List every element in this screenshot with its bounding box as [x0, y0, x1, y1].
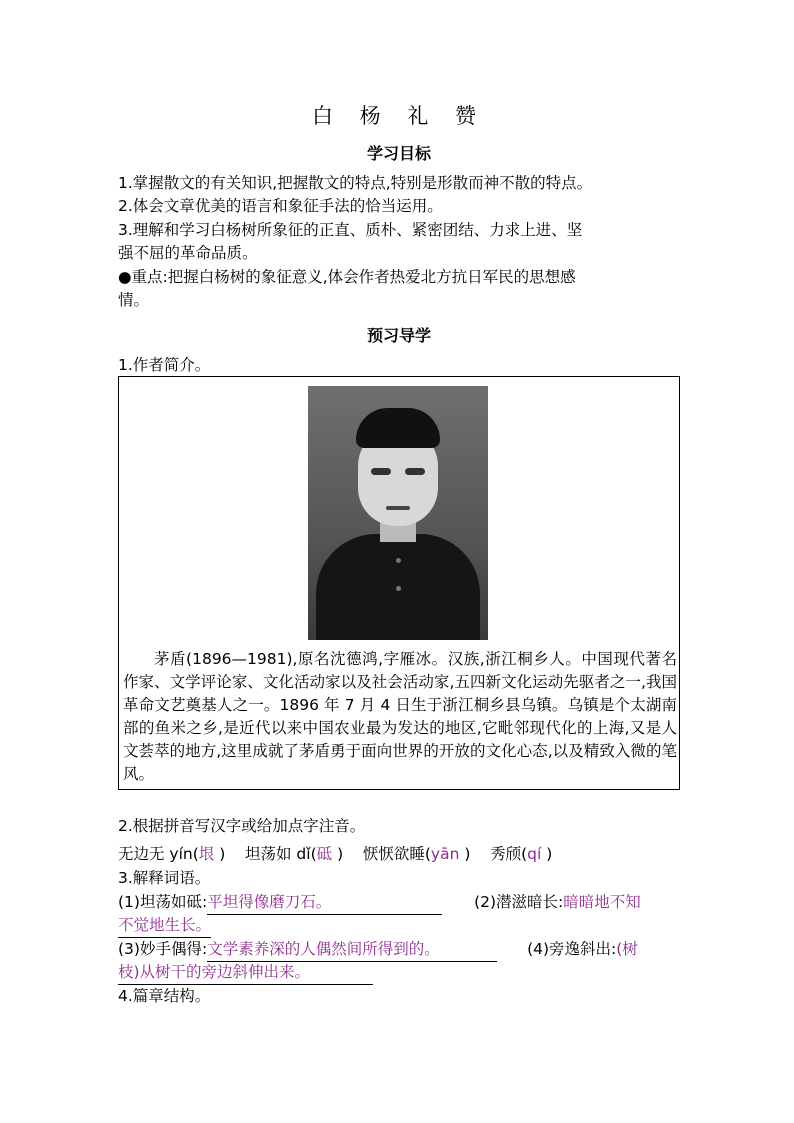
pinyin-b-suffix: ) [332, 845, 344, 863]
word-2-answer-line2: 不觉地生长。 [118, 914, 211, 938]
word-4-answer-line2: 枝)从树干的旁边斜伸出来。 [118, 961, 373, 985]
question-3: 3.解释词语。 [118, 869, 211, 887]
pinyin-c-answer: yān [430, 845, 460, 863]
word-3-answer: 文学素养深的人偶然间所得到的。 [207, 938, 497, 962]
pinyin-a-answer: 垠 [198, 845, 215, 863]
author-intro-box [118, 376, 680, 790]
focus-line2: 情。 [118, 291, 150, 309]
focus-line1: ●重点:把握白杨树的象征意义,体会作者热爱北方抗日军民的思想感 [118, 268, 576, 286]
goal-item-3-line1: 3.理解和学习白杨树所象征的正直、质朴、紧密团结、力求上进、坚 [118, 221, 583, 239]
pinyin-b-prefix: 坦荡如 dǐ( [245, 845, 317, 863]
pinyin-d-prefix: 秀颀( [490, 845, 528, 863]
goal-item-3-line2: 强不屈的革命品质。 [118, 244, 258, 262]
goal-item-2: 2.体会文章优美的语言和象征手法的恰当运用。 [118, 197, 443, 215]
word-2-answer-line1: 暗暗地不知 [563, 893, 641, 911]
question-4: 4.篇章结构。 [118, 987, 211, 1005]
author-portrait-image [308, 386, 488, 640]
word-3-label: (3)妙手偶得: [118, 940, 208, 958]
word-2-label: (2)潜滋暗长: [474, 893, 564, 911]
word-row-1b [118, 914, 680, 938]
word-row-2 [118, 938, 680, 962]
page-title: 白 杨 礼 赞 [311, 104, 487, 128]
word-row-2b [118, 961, 680, 985]
pinyin-d-suffix: ) [541, 845, 553, 863]
pinyin-a-prefix: 无边无 yín( [118, 845, 199, 863]
pinyin-c-suffix: ) [459, 845, 471, 863]
pinyin-c-prefix: 恹恹欲睡( [362, 845, 431, 863]
pinyin-row [118, 843, 680, 866]
section-heading-preview: 预习导学 [366, 326, 431, 345]
word-row-1 [118, 891, 680, 915]
word-4-label: (4)旁逸斜出: [527, 940, 617, 958]
goal-item-1: 1.掌握散文的有关知识,把握散文的特点,特别是形散而神不散的特点。 [118, 174, 593, 192]
word-4-answer-line1: (树 [616, 940, 638, 958]
section-heading-goals: 学习目标 [366, 144, 431, 163]
question-2: 2.根据拼音写汉字或给加点字注音。 [118, 817, 366, 835]
pinyin-b-answer: 砥 [316, 845, 333, 863]
pinyin-a-suffix: ) [214, 845, 226, 863]
question-1: 1.作者简介。 [118, 356, 211, 374]
pinyin-d-answer: qí [527, 845, 542, 863]
author-bio-text: 茅盾(1896—1981),原名沈德鸿,字雁冰。汉族,浙江桐乡人。中国现代著名作家、文学评论家、文化活动家以及社会活动家,五四新文化运动先驱者之一,我国革命文艺奠基人之一。1896 年 7 月 4 日生于浙江桐乡县乌镇。乌镇是个太湖南部的鱼米之乡,是近代以来中国农业最为发达的地区,它毗邻现代化的上海,又是人文荟萃的地方,这里成就了茅盾勇于面向世界的开放的文化心态,以及精致入微的笔风。 [123, 650, 677, 783]
word-1-label: (1)坦荡如砥: [118, 893, 208, 911]
word-1-answer: 平坦得像磨刀石。 [207, 891, 442, 915]
